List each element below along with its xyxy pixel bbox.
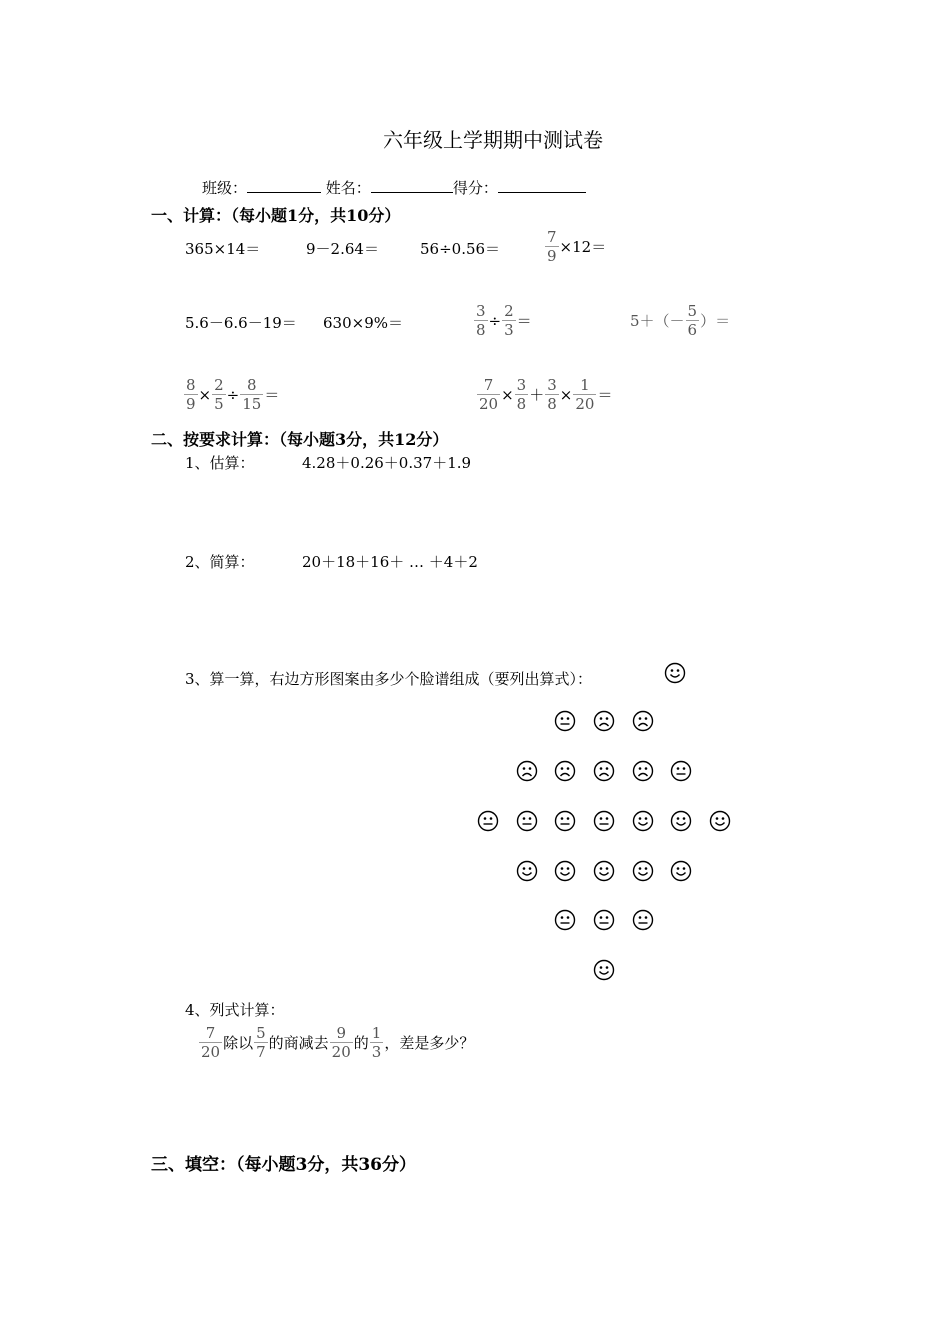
numerator: 7 <box>199 1024 222 1043</box>
numerator: 8 <box>186 376 196 394</box>
operator: × <box>501 385 514 404</box>
denominator: 8 <box>476 321 486 339</box>
fraction <box>212 376 226 413</box>
numerator: 2 <box>214 376 224 394</box>
numerator: 2 <box>504 302 514 320</box>
numerator: 7 <box>547 228 557 246</box>
denominator: 7 <box>256 1043 266 1061</box>
smile-face-icon <box>709 810 731 832</box>
smile-face-icon <box>632 860 654 882</box>
fraction <box>545 376 559 413</box>
denominator: 3 <box>371 1043 382 1061</box>
numerator: 5 <box>687 302 698 320</box>
q2-4-label: 4、列式计算： <box>185 1001 285 1019</box>
neutral-face-icon <box>593 810 615 832</box>
fraction <box>240 376 263 413</box>
fraction <box>545 228 559 265</box>
smile-face-icon <box>516 860 538 882</box>
denominator: 9 <box>547 247 557 265</box>
q3: 56÷0.56＝ <box>420 240 501 258</box>
fraction <box>502 302 516 339</box>
q2-2-expr: 20＋18＋16＋ … ＋4＋2 <box>302 553 478 571</box>
smile-face-icon <box>593 959 615 981</box>
numerator: 3 <box>516 376 527 394</box>
neutral-face-icon <box>593 909 615 931</box>
denominator: 9 <box>186 395 196 413</box>
numerator: 1 <box>573 376 596 395</box>
class-label: 班级： <box>202 179 248 197</box>
denominator: 20 <box>479 395 499 413</box>
operator: × <box>559 385 573 404</box>
q10 <box>476 376 612 413</box>
denominator: 8 <box>547 395 557 413</box>
smile-face-icon <box>664 662 686 684</box>
fraction <box>184 376 198 413</box>
sad-face-icon <box>632 710 654 732</box>
sad-face-icon <box>632 760 654 782</box>
neutral-face-icon <box>516 810 538 832</box>
text: 的 <box>353 1034 369 1052</box>
smile-face-icon <box>670 860 692 882</box>
q2-1-label: 1、估算： <box>185 454 255 472</box>
class-blank[interactable] <box>247 178 321 193</box>
text: 的商减去 <box>268 1034 329 1052</box>
equals: ＝ <box>516 312 532 330</box>
section-1-heading: 一、计算：（每小题1分，共10分） <box>151 206 401 225</box>
q6: 630×9%＝ <box>323 314 403 332</box>
q7 <box>473 302 532 339</box>
sad-face-icon <box>593 760 615 782</box>
q8 <box>630 302 730 339</box>
sad-face-icon <box>554 760 576 782</box>
section-2-heading: 二、按要求计算：（每小题3分，共12分） <box>151 430 449 449</box>
q2-2-label: 2、简算： <box>185 553 255 571</box>
denominator: 3 <box>504 321 514 339</box>
denominator: 8 <box>516 395 527 413</box>
page-title: 六年级上学期期中测试卷 <box>383 128 603 152</box>
neutral-face-icon <box>554 909 576 931</box>
denominator: 20 <box>331 1043 351 1061</box>
section-3-heading: 三、填空：（每小题3分，共36分） <box>151 1155 416 1175</box>
denominator: 20 <box>575 395 595 413</box>
smile-face-icon <box>632 810 654 832</box>
fraction <box>474 302 488 339</box>
operator: ÷ <box>488 311 502 330</box>
equals: ＝ <box>597 386 613 404</box>
student-info-line <box>202 177 586 198</box>
numerator: 1 <box>371 1024 382 1042</box>
fraction <box>515 376 529 413</box>
expr: ×12＝ <box>559 238 607 256</box>
q2-1-expr: 4.28＋0.26＋0.37＋1.9 <box>302 454 472 472</box>
operator: × <box>198 385 212 404</box>
expr: ）＝ <box>700 312 731 330</box>
q2: 9－2.64＝ <box>306 240 379 258</box>
numerator: 5 <box>256 1024 266 1042</box>
fraction <box>573 376 596 413</box>
neutral-face-icon <box>632 909 654 931</box>
fraction <box>199 1024 222 1061</box>
expr: 5＋（－ <box>630 312 685 330</box>
q9 <box>183 376 279 413</box>
name-blank[interactable] <box>371 178 453 193</box>
name-label: 姓名： <box>325 179 371 197</box>
text: 除以 <box>223 1034 254 1052</box>
neutral-face-icon <box>554 710 576 732</box>
q4 <box>544 228 606 265</box>
smile-face-icon <box>593 860 615 882</box>
numerator: 3 <box>476 302 486 320</box>
numerator: 9 <box>330 1024 353 1043</box>
q2-4-text <box>198 1024 474 1061</box>
numerator: 3 <box>547 376 557 394</box>
denominator: 20 <box>201 1043 221 1061</box>
smile-face-icon <box>670 810 692 832</box>
denominator: 15 <box>242 395 262 413</box>
smile-face-icon <box>554 860 576 882</box>
sad-face-icon <box>593 710 615 732</box>
fraction <box>477 376 500 413</box>
score-blank[interactable] <box>498 178 586 193</box>
equals: ＝ <box>264 386 280 404</box>
neutral-face-icon <box>477 810 499 832</box>
numerator: 8 <box>240 376 263 395</box>
operator: ÷ <box>226 385 240 404</box>
denominator: 5 <box>214 395 224 413</box>
neutral-face-icon <box>670 760 692 782</box>
q5: 5.6－6.6－19＝ <box>185 314 297 332</box>
fraction <box>330 1024 353 1061</box>
fraction <box>370 1024 384 1061</box>
q1: 365×14＝ <box>185 240 261 258</box>
fraction <box>254 1024 268 1061</box>
score-label: 得分： <box>452 179 498 197</box>
operator: ＋ <box>529 386 545 404</box>
fraction <box>686 302 700 339</box>
sad-face-icon <box>516 760 538 782</box>
text: ，差是多少？ <box>384 1034 475 1052</box>
denominator: 6 <box>687 321 698 339</box>
q2-3-text: 3、算一算，右边方形图案由多少个脸谱组成（要列出算式）： <box>185 670 593 688</box>
neutral-face-icon <box>554 810 576 832</box>
numerator: 7 <box>477 376 500 395</box>
